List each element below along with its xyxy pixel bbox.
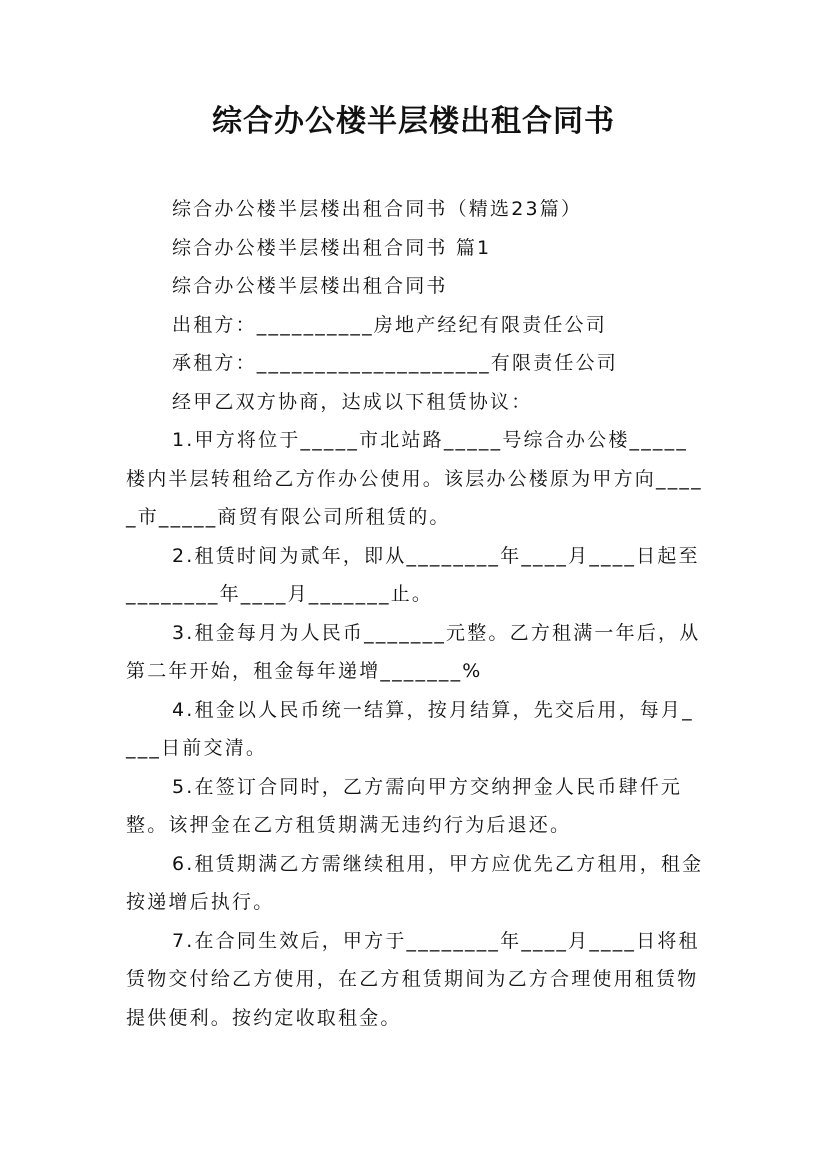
document-body: [126, 190, 704, 1037]
paragraph-section-heading: 综合办公楼半层楼出租合同书 篇1: [172, 236, 492, 259]
clause-3: 3.租金每月为人民币_______元整。乙方租满一年后，从第二年开始，租金每年递增_______%: [126, 621, 701, 682]
paragraph-lessee: 承租方：____________________有限责任公司: [172, 352, 619, 374]
clause-1: 1.甲方将位于_____市北站路_____号综合办公楼_____楼内半层转租给乙方作办公使用。该层办公楼原为甲方向_____市_____商贸有限公司所租赁的。: [126, 429, 703, 528]
clause-6: 6.租赁期满乙方需继续租用，甲方应优先乙方租用，租金按递增后执行。: [126, 852, 704, 913]
clause-2: 2.租赁时间为贰年，即从________年____月____日起至________年____月_______止。: [126, 544, 700, 605]
clause-5: 5.在签订合同时，乙方需向甲方交纳押金人民币肆仟元整。该押金在乙方租赁期满无违约行为后退还。: [126, 775, 683, 836]
paragraph-lessor: 出租方：__________房地产经纪有限责任公司: [172, 313, 608, 336]
paragraph-contract-name: 综合办公楼半层楼出租合同书: [172, 275, 448, 297]
clause-7: 7.在合同生效后，甲方于________年____月____日将租赁物交付给乙方使用，在乙方租赁期间为乙方合理使用租赁物提供便利。按约定收取租金。: [126, 929, 700, 1029]
paragraph-preamble: 经甲乙双方协商，达成以下租赁协议：: [172, 390, 533, 413]
paragraph-subtitle: 综合办公楼半层楼出租合同书（精选23篇）: [172, 198, 583, 220]
clause-4: 4.租金以人民币统一结算，按月结算，先交后用，每月____日前交清。: [126, 698, 694, 759]
document-title: 综合办公楼半层楼出租合同书: [212, 104, 615, 139]
